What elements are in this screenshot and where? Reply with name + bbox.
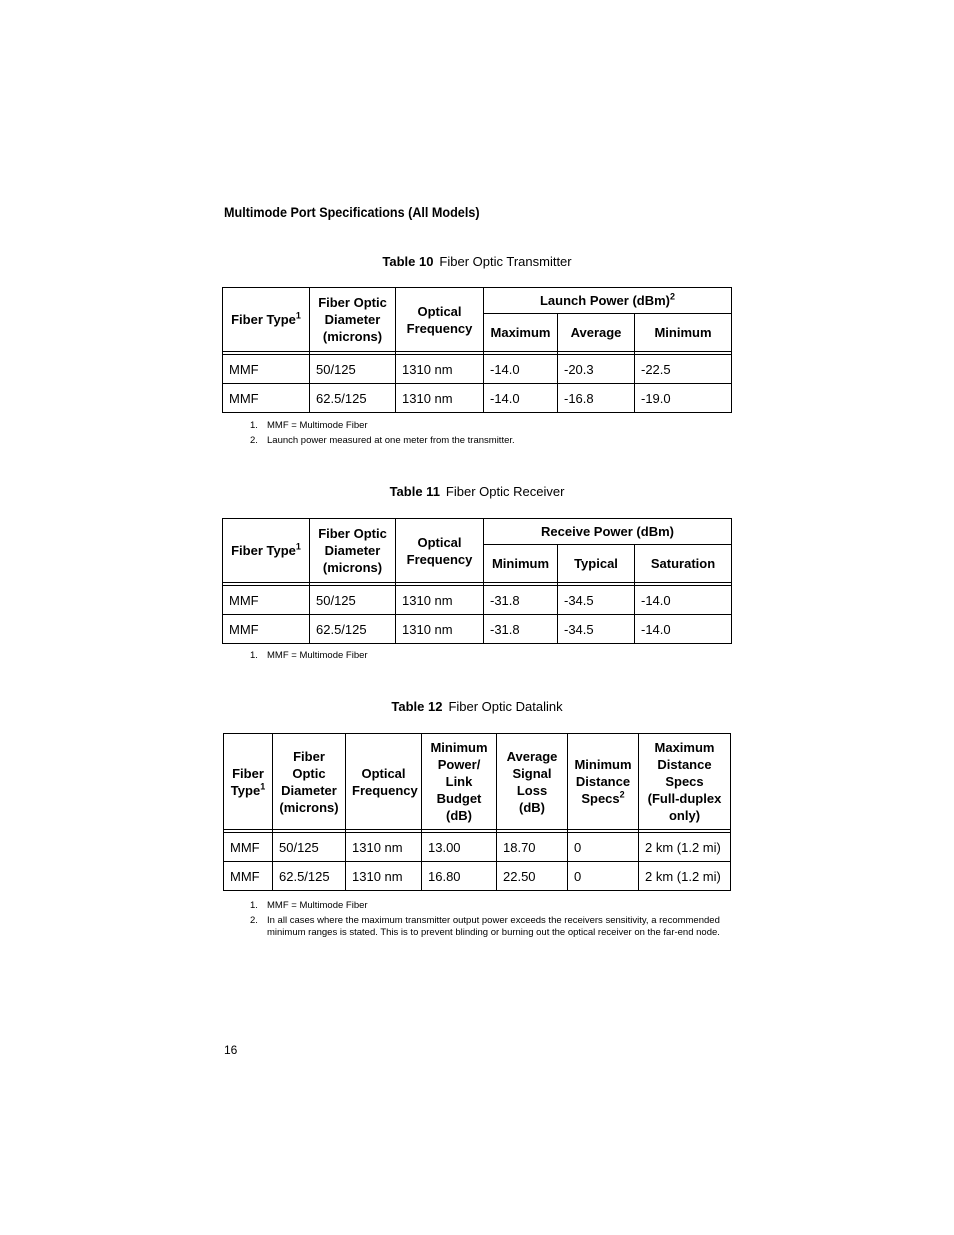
cell: -14.0	[635, 586, 732, 615]
cell: 1310 nm	[396, 586, 484, 615]
table-row	[223, 615, 732, 644]
header-launch-power: Launch Power (dBm)$^2$	[484, 288, 732, 314]
cell: -19.0	[635, 384, 732, 413]
cell: 50/125	[310, 586, 396, 615]
section-title: Multimode Port Specifications (All Models)	[224, 204, 480, 220]
header-diameter: Fiber Optic Diameter (microns)	[310, 288, 396, 352]
header-typical: Typical	[558, 545, 635, 583]
datalink-table	[223, 733, 731, 891]
cell: 62.5/125	[310, 384, 396, 413]
cell: 62.5/125	[310, 615, 396, 644]
table-caption	[0, 254, 954, 269]
cell: MMF	[224, 862, 273, 891]
header-signal-loss: Average Signal Loss (dB)	[497, 734, 568, 830]
cell: MMF	[223, 355, 310, 384]
cell: MMF	[223, 384, 310, 413]
page-number: 16	[224, 1043, 238, 1057]
header-frequency: Optical Frequency	[346, 734, 422, 830]
table-row	[223, 586, 732, 615]
table-row	[224, 833, 731, 862]
cell: 50/125	[310, 355, 396, 384]
cell: -34.5	[558, 615, 635, 644]
table-caption	[0, 484, 954, 499]
table-row	[223, 384, 732, 413]
header-min-distance: Minimum Distance Specs$^2$	[568, 734, 639, 830]
header-receive-power: Receive Power (dBm)	[484, 519, 732, 545]
header-minimum: Minimum	[635, 314, 732, 352]
cell: 1310 nm	[396, 615, 484, 644]
cell: 18.70	[497, 833, 568, 862]
cell: -22.5	[635, 355, 732, 384]
cell: -14.0	[635, 615, 732, 644]
table-caption	[0, 699, 954, 714]
header-diameter: Fiber Optic Diameter (microns)	[273, 734, 346, 830]
header-average: Average	[558, 314, 635, 352]
table-row	[224, 862, 731, 891]
header-fiber-type: Fiber Type$^1$	[223, 519, 310, 583]
cell: 2 km (1.2 mi)	[639, 833, 731, 862]
cell: -34.5	[558, 586, 635, 615]
transmitter-table	[222, 287, 732, 413]
cell: 22.50	[497, 862, 568, 891]
cell: -31.8	[484, 615, 558, 644]
header-maximum: Maximum	[484, 314, 558, 352]
header-max-distance: Maximum Distance Specs (Full-duplex only)	[639, 734, 731, 830]
cell: 1310 nm	[346, 833, 422, 862]
table-row	[223, 355, 732, 384]
cell: 1310 nm	[396, 355, 484, 384]
header-link-budget: Minimum Power/ Link Budget (dB)	[422, 734, 497, 830]
cell: 1310 nm	[396, 384, 484, 413]
table-number: Table 11	[389, 484, 440, 499]
cell: 62.5/125	[273, 862, 346, 891]
header-minimum: Minimum	[484, 545, 558, 583]
receiver-table	[222, 518, 732, 644]
header-saturation: Saturation	[635, 545, 732, 583]
header-frequency: Optical Frequency	[396, 519, 484, 583]
header-fiber-type: Fiber Type$^1$	[223, 288, 310, 352]
cell: 50/125	[273, 833, 346, 862]
header-frequency: Optical Frequency	[396, 288, 484, 352]
cell: 13.00	[422, 833, 497, 862]
table-title: Fiber Optic Datalink	[448, 699, 563, 714]
header-fiber-type: Fiber Type$^1$	[224, 734, 273, 830]
table-number: Table 10	[382, 254, 434, 269]
cell: MMF	[224, 833, 273, 862]
cell: MMF	[223, 586, 310, 615]
table-title: Fiber Optic Transmitter	[439, 254, 572, 269]
cell: 0	[568, 862, 639, 891]
cell: 16.80	[422, 862, 497, 891]
cell: 2 km (1.2 mi)	[639, 862, 731, 891]
cell: -20.3	[558, 355, 635, 384]
cell: -31.8	[484, 586, 558, 615]
cell: -14.0	[484, 355, 558, 384]
cell: -16.8	[558, 384, 635, 413]
cell: 0	[568, 833, 639, 862]
table-title: Fiber Optic Receiver	[445, 484, 565, 499]
cell: -14.0	[484, 384, 558, 413]
cell: MMF	[223, 615, 310, 644]
table-number: Table 12	[391, 699, 443, 714]
cell: 1310 nm	[346, 862, 422, 891]
header-diameter: Fiber Optic Diameter (microns)	[310, 519, 396, 583]
